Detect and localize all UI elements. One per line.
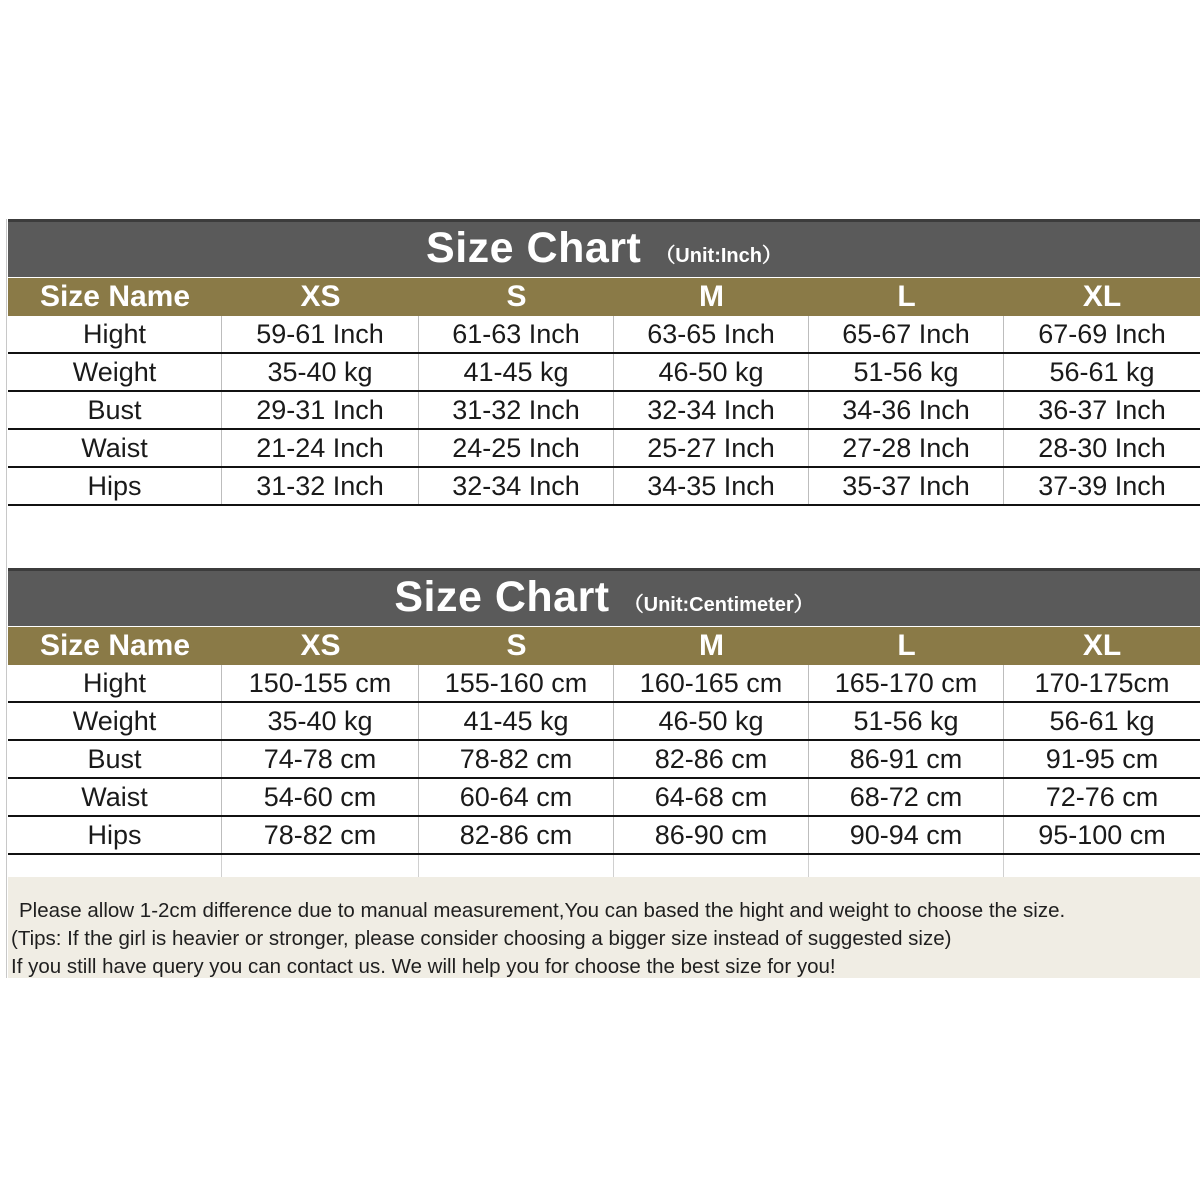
table-cell: 34-35 Inch [614,468,809,504]
table-cell: 36-37 Inch [1038,394,1166,425]
table-cell: 24-25 Inch [419,430,614,466]
table-cell: 51-56 kg [809,354,1004,390]
table-cell: 78-82 cm [419,741,614,777]
chart-title: Size Chart [394,573,610,621]
table-cell: 51-56 kg [809,703,1004,739]
header-s: S [506,280,527,313]
header-l: L [897,280,916,313]
empty-cell [614,855,809,877]
size-header-row [8,278,1200,316]
table-cell: 35-40 kg [222,354,419,390]
table-cell: 27-28 Inch [809,430,1004,466]
table-cell: 59-61 Inch [222,316,419,352]
table-row [8,354,1200,392]
header-s: S [506,629,527,662]
table-cell: 61-63 Inch [419,316,614,352]
table-cell: 64-68 cm [614,779,809,815]
header-xs: XS [300,280,341,313]
header-m: M [699,629,724,662]
chart-title: Size Chart [426,224,642,272]
table-cell: 91-95 cm [1045,743,1159,774]
table-cell: 56-61 kg [1049,356,1155,387]
table-cell: 37-39 Inch [1038,470,1166,501]
empty-cell [222,855,419,877]
chart-title-bar [8,568,1200,626]
note-line: (Tips: If the girl is heavier or stronger, please consider choosing a bigger size instead of suggested size) [11,927,952,950]
header-size-name: Size Name [39,629,191,662]
table-row [8,430,1200,468]
empty-row [8,855,1200,877]
table-cell: 21-24 Inch [222,430,419,466]
table-cell: 54-60 cm [222,779,419,815]
header-xl: XL [1082,280,1122,313]
row-label: Waist [8,430,222,466]
table-cell: 46-50 kg [614,703,809,739]
table-cell: 31-32 Inch [419,392,614,428]
table-cell: 150-155 cm [222,665,419,701]
row-label: Hight [8,665,222,701]
row-label: Bust [8,741,222,777]
table-cell: 165-170 cm [809,665,1004,701]
table-cell: 86-90 cm [614,817,809,853]
header-xs: XS [300,629,341,662]
table-cell: 155-160 cm [419,665,614,701]
table-row [8,703,1200,741]
header-l: L [897,629,916,662]
table-row [8,316,1200,354]
table-row [8,741,1200,779]
size-header-row [8,627,1200,665]
row-label: Weight [8,703,222,739]
table-cell: 41-45 kg [419,354,614,390]
table-cell: 35-37 Inch [809,468,1004,504]
row-label: Hips [8,468,222,504]
left-border [6,219,7,514]
table-row [8,665,1200,703]
note-line: Please allow 1-2cm difference due to manual measurement,You can based the hight and weight to choose the size. [19,899,1066,922]
header-m: M [699,280,724,313]
chart-unit: （Unit:Inch） [655,245,782,267]
table-cell: 68-72 cm [809,779,1004,815]
table-cell: 90-94 cm [809,817,1004,853]
row-label: Hips [8,817,222,853]
table-cell: 72-76 cm [1045,781,1159,812]
chart-title-bar [8,219,1200,277]
table-cell: 67-69 Inch [1038,318,1166,349]
table-cell: 41-45 kg [419,703,614,739]
row-label: Hight [8,316,222,352]
table-cell: 28-30 Inch [1038,432,1166,463]
note-line: If you still have query you can contact us. We will help you for choose the best size for you! [11,955,836,978]
size-notes [8,877,1200,978]
empty-cell [1004,855,1200,877]
table-cell: 29-31 Inch [222,392,419,428]
row-label: Waist [8,779,222,815]
header-xl: XL [1082,629,1122,662]
table-row [8,468,1200,506]
table-cell: 78-82 cm [222,817,419,853]
empty-cell [8,855,222,877]
left-border [6,508,7,978]
empty-cell [809,855,1004,877]
table-cell: 63-65 Inch [614,316,809,352]
table-row [8,817,1200,855]
table-cell: 160-165 cm [614,665,809,701]
empty-cell [419,855,614,877]
table-cell: 32-34 Inch [614,392,809,428]
table-cell: 34-36 Inch [809,392,1004,428]
header-size-name: Size Name [39,280,191,313]
table-cell: 35-40 kg [222,703,419,739]
table-cell: 31-32 Inch [222,468,419,504]
table-row [8,779,1200,817]
table-cell: 60-64 cm [419,779,614,815]
table-cell: 56-61 kg [1049,705,1155,736]
table-cell: 82-86 cm [614,741,809,777]
table-cell: 46-50 kg [614,354,809,390]
table-cell: 32-34 Inch [419,468,614,504]
table-row [8,392,1200,430]
chart-unit: （Unit:Centimeter） [623,594,814,616]
row-label: Bust [8,392,222,428]
row-label: Weight [8,354,222,390]
table-cell: 25-27 Inch [614,430,809,466]
table-cell: 74-78 cm [222,741,419,777]
table-cell: 86-91 cm [809,741,1004,777]
table-cell: 82-86 cm [419,817,614,853]
table-cell: 95-100 cm [1038,819,1166,850]
table-cell: 170-175cm [1034,667,1170,698]
table-cell: 65-67 Inch [809,316,1004,352]
